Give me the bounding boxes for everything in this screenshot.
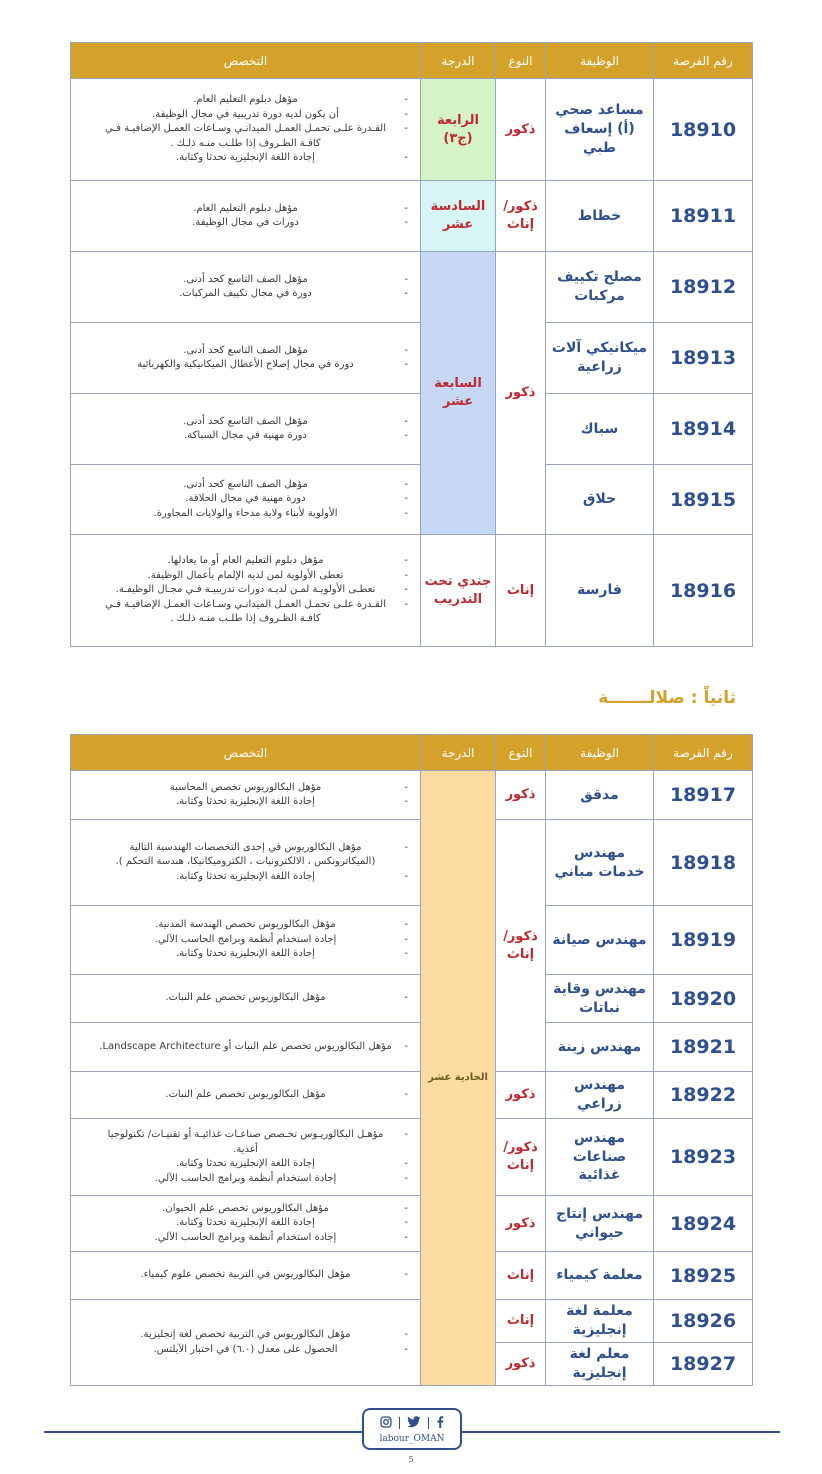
- job-gender: ذكور: [496, 771, 546, 820]
- job-spec: [71, 1300, 421, 1386]
- header-num: رقم الفرصة: [654, 43, 753, 79]
- job-number: 18921: [654, 1023, 753, 1072]
- spec-item: - دورة في مجال تكييف المركبات.: [99, 287, 410, 302]
- job-spec: [71, 975, 421, 1023]
- job-gender: ذكور/ إناث: [496, 1119, 546, 1196]
- spec-item: - القـدرة علـى تحمـل العمـل الميدانـي وسـاعات العمـل الإضافيـة فـي كافـة الظـروف إذا طلـب منـه ذلـك .: [99, 122, 410, 151]
- job-title: مهندس خدمات مباني: [546, 820, 654, 906]
- job-title: ميكانيكي آلات زراعية: [546, 323, 654, 394]
- job-spec: [71, 1119, 421, 1196]
- spec-item: - مؤهل دبلوم التعليم العام أو ما يعادلها.: [99, 554, 410, 569]
- job-number: 18914: [654, 394, 753, 465]
- table-header-row: [71, 43, 753, 79]
- spec-item: - أن يكون لديه دورة تدريبية في مجال الوظيفة.: [99, 108, 410, 123]
- spec-item: - مؤهل البكالوريوس تخصص علم النبات أو Landscape Architecture.: [99, 1040, 410, 1055]
- social-handle[interactable]: labour_OMAN: [379, 1433, 445, 1444]
- table-row: [71, 323, 753, 394]
- header-job: الوظيفة: [546, 43, 654, 79]
- table-row: [71, 1023, 753, 1072]
- spec-item: - مؤهل البكالوريوس في إحدى التخصصات الهندسية التالية (الميكاترونكس ، الالكترونيات ، الكتروميكانيكا، هندسة التحكم ).: [99, 841, 410, 870]
- job-number: 18916: [654, 535, 753, 647]
- job-spec: [71, 771, 421, 820]
- job-spec: [71, 181, 421, 252]
- page-number: 5: [408, 1455, 414, 1464]
- spec-item: - مؤهل الصف التاسع كحد أدنى.: [99, 478, 410, 493]
- job-number: 18910: [654, 79, 753, 181]
- spec-item: - إجادة اللغة الإنجليزية تحدثا وكتابة.: [99, 947, 410, 962]
- job-title: سباك: [546, 394, 654, 465]
- job-number: 18919: [654, 906, 753, 975]
- table-row: [71, 771, 753, 820]
- spec-item: - مؤهل البكالوريوس تخصص علم النبات.: [99, 991, 410, 1006]
- job-title: معلم لغة إنجليزية: [546, 1343, 654, 1386]
- job-gender: ذكور/ إناث: [496, 820, 546, 1072]
- job-spec: [71, 394, 421, 465]
- job-spec: [71, 79, 421, 181]
- header-gender: النوع: [496, 735, 546, 771]
- spec-item: - إجادة اللغة الإنجليزية تحدثا وكتابة.: [99, 1157, 410, 1172]
- job-gender: إناث: [496, 1300, 546, 1343]
- job-number: 18911: [654, 181, 753, 252]
- facebook-icon[interactable]: [436, 1413, 444, 1432]
- job-number: 18925: [654, 1252, 753, 1300]
- job-spec: [71, 252, 421, 323]
- job-grade: السادسة عشر: [421, 181, 496, 252]
- job-number: 18923: [654, 1119, 753, 1196]
- spec-item: - القـدرة علـى تحمـل العمـل الميدانـي وسـاعات العمـل الإضافيـة فـي كافـة الظـروف إذا طلـب منـه ذلـك .: [99, 598, 410, 627]
- job-gender: ذكور: [496, 1343, 546, 1386]
- spec-item: - مؤهل البكالوريوس تخصص علم الحيوان.: [99, 1202, 410, 1217]
- job-gender: إناث: [496, 1252, 546, 1300]
- job-spec: [71, 1252, 421, 1300]
- job-title: مهندس صناعات غذائية: [546, 1119, 654, 1196]
- job-gender: ذكور/ إناث: [496, 181, 546, 252]
- job-number: 18926: [654, 1300, 753, 1343]
- jobs-table-2: [70, 734, 753, 1386]
- job-number: 18913: [654, 323, 753, 394]
- job-title: معلمة كيمياء: [546, 1252, 654, 1300]
- spec-item: - إجادة استخدام أنظمة وبرامج الحاسب الآلي.: [99, 1172, 410, 1187]
- job-spec: [71, 1196, 421, 1252]
- spec-item: - مؤهل البكالوريوس تخصص الهندسة المدنية.: [99, 918, 410, 933]
- twitter-icon[interactable]: [407, 1413, 421, 1432]
- header-spec: التخصص: [71, 735, 421, 771]
- table-row: [71, 975, 753, 1023]
- job-number: 18915: [654, 465, 753, 535]
- job-spec: [71, 906, 421, 975]
- spec-item: - تعطـى الأولويـة لمـن لديـه دورات تدريبيـة فـي مجـال الوظيفـة.: [99, 583, 410, 598]
- job-grade: الحادية عشر: [421, 771, 496, 1386]
- job-spec: [71, 535, 421, 647]
- header-num: رقم الفرصة: [654, 735, 753, 771]
- job-number: 18912: [654, 252, 753, 323]
- header-grade: الدرجة: [421, 43, 496, 79]
- jobs-table-1: [70, 42, 753, 647]
- job-spec: [71, 1072, 421, 1119]
- job-title: معلمة لغة إنجليزية: [546, 1300, 654, 1343]
- header-job: الوظيفة: [546, 735, 654, 771]
- spec-item: - دورة مهنية في مجال السباكة.: [99, 429, 410, 444]
- table-row: [71, 535, 753, 647]
- table-row: [71, 79, 753, 181]
- section-title-salalah: ثانياً : صلالـــــــة: [598, 688, 736, 708]
- job-spec: [71, 820, 421, 906]
- table-row: [71, 906, 753, 975]
- job-gender: ذكور: [496, 1196, 546, 1252]
- spec-item: - تعطى الأولوية لمن لديه الإلمام بأعمال الوظيفة.: [99, 569, 410, 584]
- table-row: [71, 1300, 753, 1343]
- spec-item: - دورات في مجال الوظيفة.: [99, 216, 410, 231]
- spec-item: - مؤهل البكالوريوس في التربية تخصص علوم كيمياء.: [99, 1268, 410, 1283]
- instagram-icon[interactable]: [380, 1413, 392, 1432]
- spec-item: - إجادة اللغة الإنجليزية تحدثا وكتابة.: [99, 151, 410, 166]
- job-title: مهندس وقاية نباتات: [546, 975, 654, 1023]
- job-title: فارسة: [546, 535, 654, 647]
- job-number: 18920: [654, 975, 753, 1023]
- job-number: 18918: [654, 820, 753, 906]
- table-row: [71, 1072, 753, 1119]
- spec-item: - دورة في مجال إصلاح الأعطال الميكانيكية والكهربائية: [99, 358, 410, 373]
- spec-item: - مؤهل دبلوم التعليم العام.: [99, 93, 410, 108]
- table-row: [71, 465, 753, 535]
- job-gender: ذكور: [496, 252, 546, 535]
- job-grade: السابعة عشر: [421, 252, 496, 535]
- spec-item: - مؤهل البكالوريوس تخصص علم النبات.: [99, 1088, 410, 1103]
- job-title: مهندس زراعي: [546, 1072, 654, 1119]
- footer-divider-right: [462, 1431, 780, 1433]
- job-number: 18924: [654, 1196, 753, 1252]
- job-title: مدقق: [546, 771, 654, 820]
- table-row: [71, 181, 753, 252]
- spec-item: - مؤهـل البكالوريـوس تخـصص صناعـات غذائيـة أو تقنيـات/ تكنولوجيا أغذية.: [99, 1128, 410, 1157]
- spec-item: - إجادة استخدام أنظمة وبرامج الحاسب الآلي.: [99, 1231, 410, 1246]
- spec-item: - الأولوية لأبناء ولاية مدحاء والولايات المجاورة.: [99, 507, 410, 522]
- social-links: [362, 1408, 462, 1450]
- table-row: [71, 1252, 753, 1300]
- spec-item: - مؤهل البكالوريوس في التربية تخصص لغة إنجليزية.: [99, 1328, 410, 1343]
- header-grade: الدرجة: [421, 735, 496, 771]
- spec-item: - إجادة استخدام أنظمة وبرامج الحاسب الآلي.: [99, 933, 410, 948]
- table-row: [71, 252, 753, 323]
- job-title: مساعد صحي (أ) إسعاف طبي: [546, 79, 654, 181]
- spec-item: - إجادة اللغة الإنجليزية تحدثا وكتابة.: [99, 1216, 410, 1231]
- table-header-row: [71, 735, 753, 771]
- table-row: [71, 1196, 753, 1252]
- job-gender: ذكور: [496, 1072, 546, 1119]
- spec-item: - دورة مهنية في مجال الحلاقة.: [99, 492, 410, 507]
- job-title: مهندس زينة: [546, 1023, 654, 1072]
- job-spec: [71, 1023, 421, 1072]
- table-row: [71, 394, 753, 465]
- table-row: [71, 1119, 753, 1196]
- job-title: مصلح تكييف مركبات: [546, 252, 654, 323]
- job-number: 18922: [654, 1072, 753, 1119]
- footer-divider-left: [44, 1431, 362, 1433]
- job-spec: [71, 323, 421, 394]
- job-grade: جندي تحت التدريب: [421, 535, 496, 647]
- job-title: مهندس إنتاج حيواني: [546, 1196, 654, 1252]
- spec-item: - إجادة اللغة الإنجليزية تحدثا وكتابة.: [99, 795, 410, 810]
- job-title: خطاط: [546, 181, 654, 252]
- spec-item: - مؤهل الصف التاسع كحد أدنى.: [99, 273, 410, 288]
- spec-item: - مؤهل الصف التاسع كحد أدنى.: [99, 344, 410, 359]
- spec-item: - مؤهل دبلوم التعليم العام.: [99, 202, 410, 217]
- job-title: حلاق: [546, 465, 654, 535]
- job-number: 18917: [654, 771, 753, 820]
- spec-item: - إجادة اللغة الإنجليزية تحدثا وكتابة.: [99, 870, 410, 885]
- spec-item: - الحصول على معدل (٦.٠) في اختبار الآيلتس.: [99, 1343, 410, 1358]
- spec-item: - مؤهل الصف التاسع كحد أدنى.: [99, 415, 410, 430]
- table-row: [71, 820, 753, 906]
- job-grade: الرابعة (ج٣): [421, 79, 496, 181]
- header-spec: التخصص: [71, 43, 421, 79]
- header-gender: النوع: [496, 43, 546, 79]
- job-gender: ذكور: [496, 79, 546, 181]
- job-spec: [71, 465, 421, 535]
- job-gender: إناث: [496, 535, 546, 647]
- job-title: مهندس صيانة: [546, 906, 654, 975]
- job-number: 18927: [654, 1343, 753, 1386]
- spec-item: - مؤهل البكالوريوس تخصص المحاسبة: [99, 781, 410, 796]
